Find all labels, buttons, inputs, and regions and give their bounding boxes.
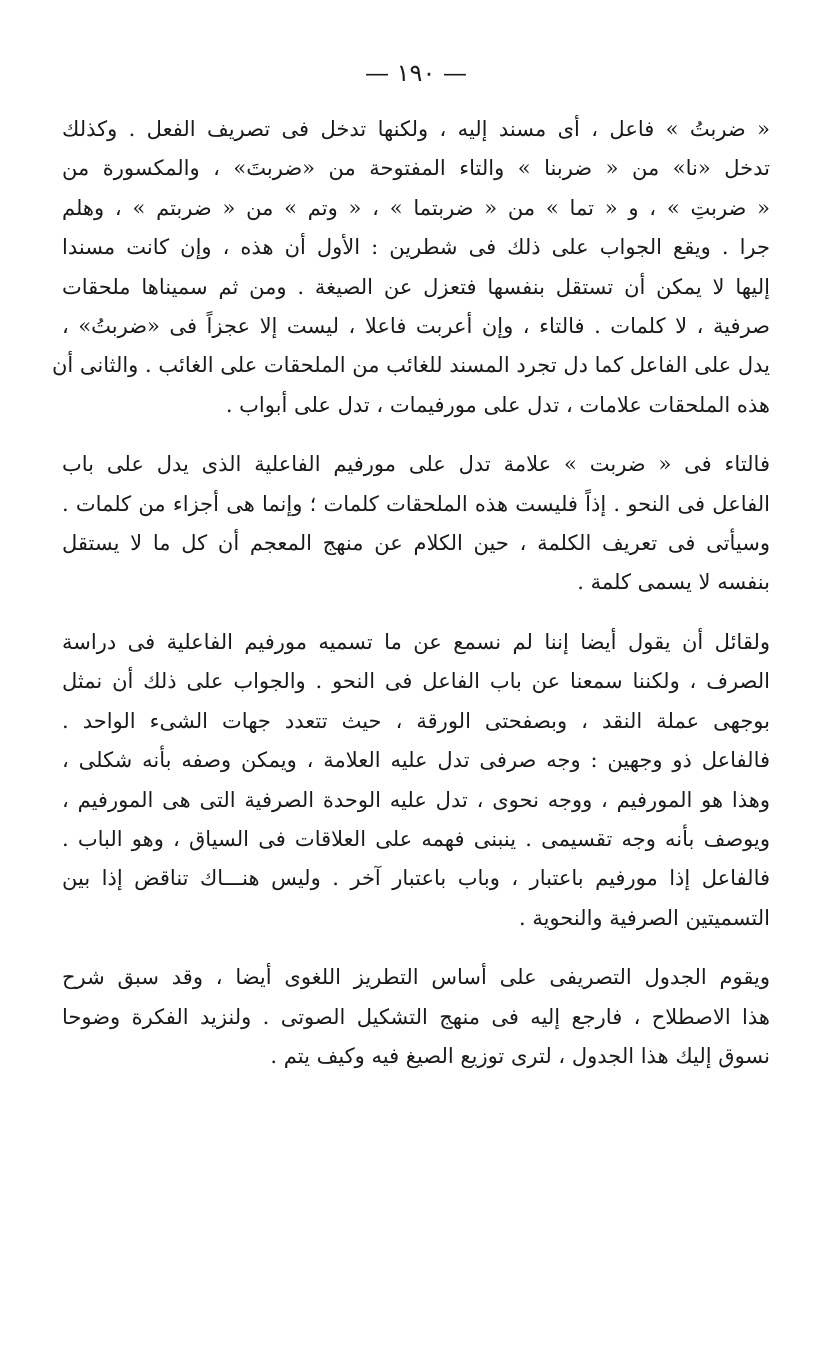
text-line: التسميتين الصرفية والنحوية . <box>518 905 770 930</box>
text-line: ولقائل أن يقول أيضا إننا لم نسمع عن ما تسميه مورفيم الفاعلية فى دراسة <box>62 629 770 654</box>
text-line: « ضربتُ » فاعل ، أى مسند إليه ، ولكنها تدخل فى تصريف الفعل . وكذلك <box>62 117 770 141</box>
paragraph-1 <box>51 110 770 425</box>
text-line: فالفاعل إذا مورفيم باعتبار ، وباب باعتبار آخر . وليس هنـــاك تناقض إذا بين <box>62 866 770 891</box>
text-line: وسيأتى فى تعريف الكلمة ، حين الكلام عن منهج المعجم أن كل ما لا يستقل <box>62 531 770 556</box>
text-line: جرا . ويقع الجواب على ذلك فى شطرين : الأول أن هذه ، وإن كانت مسندا <box>62 235 770 260</box>
text-line: ويوصف بأنه وجه تقسيمى . ينبنى فهمه على العلاقات فى السياق ، وهو الباب . <box>62 826 770 851</box>
text-line: تدخل «نا» من « ضربنا » والتاء المفتوحة من «ضربتَ» ، والمكسورة من <box>62 156 770 181</box>
text-line: فالفاعل ذو وجهين : وجه صرفى تدل عليه العلامة ، ويمكن وصفه بأنه شكلى ، <box>62 748 770 773</box>
text-line: إليها لا يمكن أن تستقل بنفسها فتعزل عن الصيغة . ومن ثم سميناها ملحقات <box>62 274 770 299</box>
text-line: الفاعل فى النحو . إذاً فليست هذه الملحقات كلمات ؛ وإنما هى أجزاء من كلمات . <box>62 491 770 516</box>
text-line: الصرف ، ولكننا سمعنا عن باب الفاعل فى النحو . والجواب على ذلك أن نمثل <box>62 669 770 694</box>
text-line: صرفية ، لا كلمات . فالتاء ، وإن أعربت فاعلا ، ليست إلا عجزاً فى «ضربتُ» ، <box>62 314 770 339</box>
text-line: هذه الملحقات علامات ، تدل على مورفيمات ، تدل على أبواب . <box>225 392 770 417</box>
text-line: فالتاء فى « ضربت » علامة تدل على مورفيم الفاعلية الذى يدل على باب <box>62 452 770 477</box>
text-line: يدل على الفاعل كما دل تجرد المسند للغائب من الملحقات على الغائب . والثانى أن <box>51 353 770 378</box>
text-line: نسوق إليك هذا الجدول ، لترى توزيع الصيغ فيه وكيف يتم . <box>270 1043 770 1068</box>
page-body <box>51 110 770 1076</box>
text-line: بوجهى عملة النقد ، وبصفحتى الورقة ، حيث تتعدد جهات الشىء الواحد . <box>62 708 770 733</box>
text-line: هذا الاصطلاح ، فارجع إليه فى منهج التشكيل الصوتى . ولنزيد الفكرة وضوحا <box>62 1004 770 1029</box>
paragraph-3 <box>62 623 770 938</box>
paragraph-4 <box>62 958 770 1076</box>
paragraph-2 <box>62 445 770 603</box>
text-line: وهذا هو المورفيم ، ووجه نحوى ، تدل عليه الوحدة الصرفية التى هى المورفيم ، <box>62 787 770 812</box>
text-line: ويقوم الجدول التصريفى على أساس التطريز اللغوى أيضا ، وقد سبق شرح <box>62 965 770 990</box>
page-number: — ١٩٠ — <box>365 59 467 87</box>
text-line: « ضربتِ » ، و « تما » من « ضربتما » ، « وتم » من « ضربتم » ، وهلم <box>62 195 770 220</box>
text-line: بنفسه لا يسمى كلمة . <box>577 570 770 595</box>
